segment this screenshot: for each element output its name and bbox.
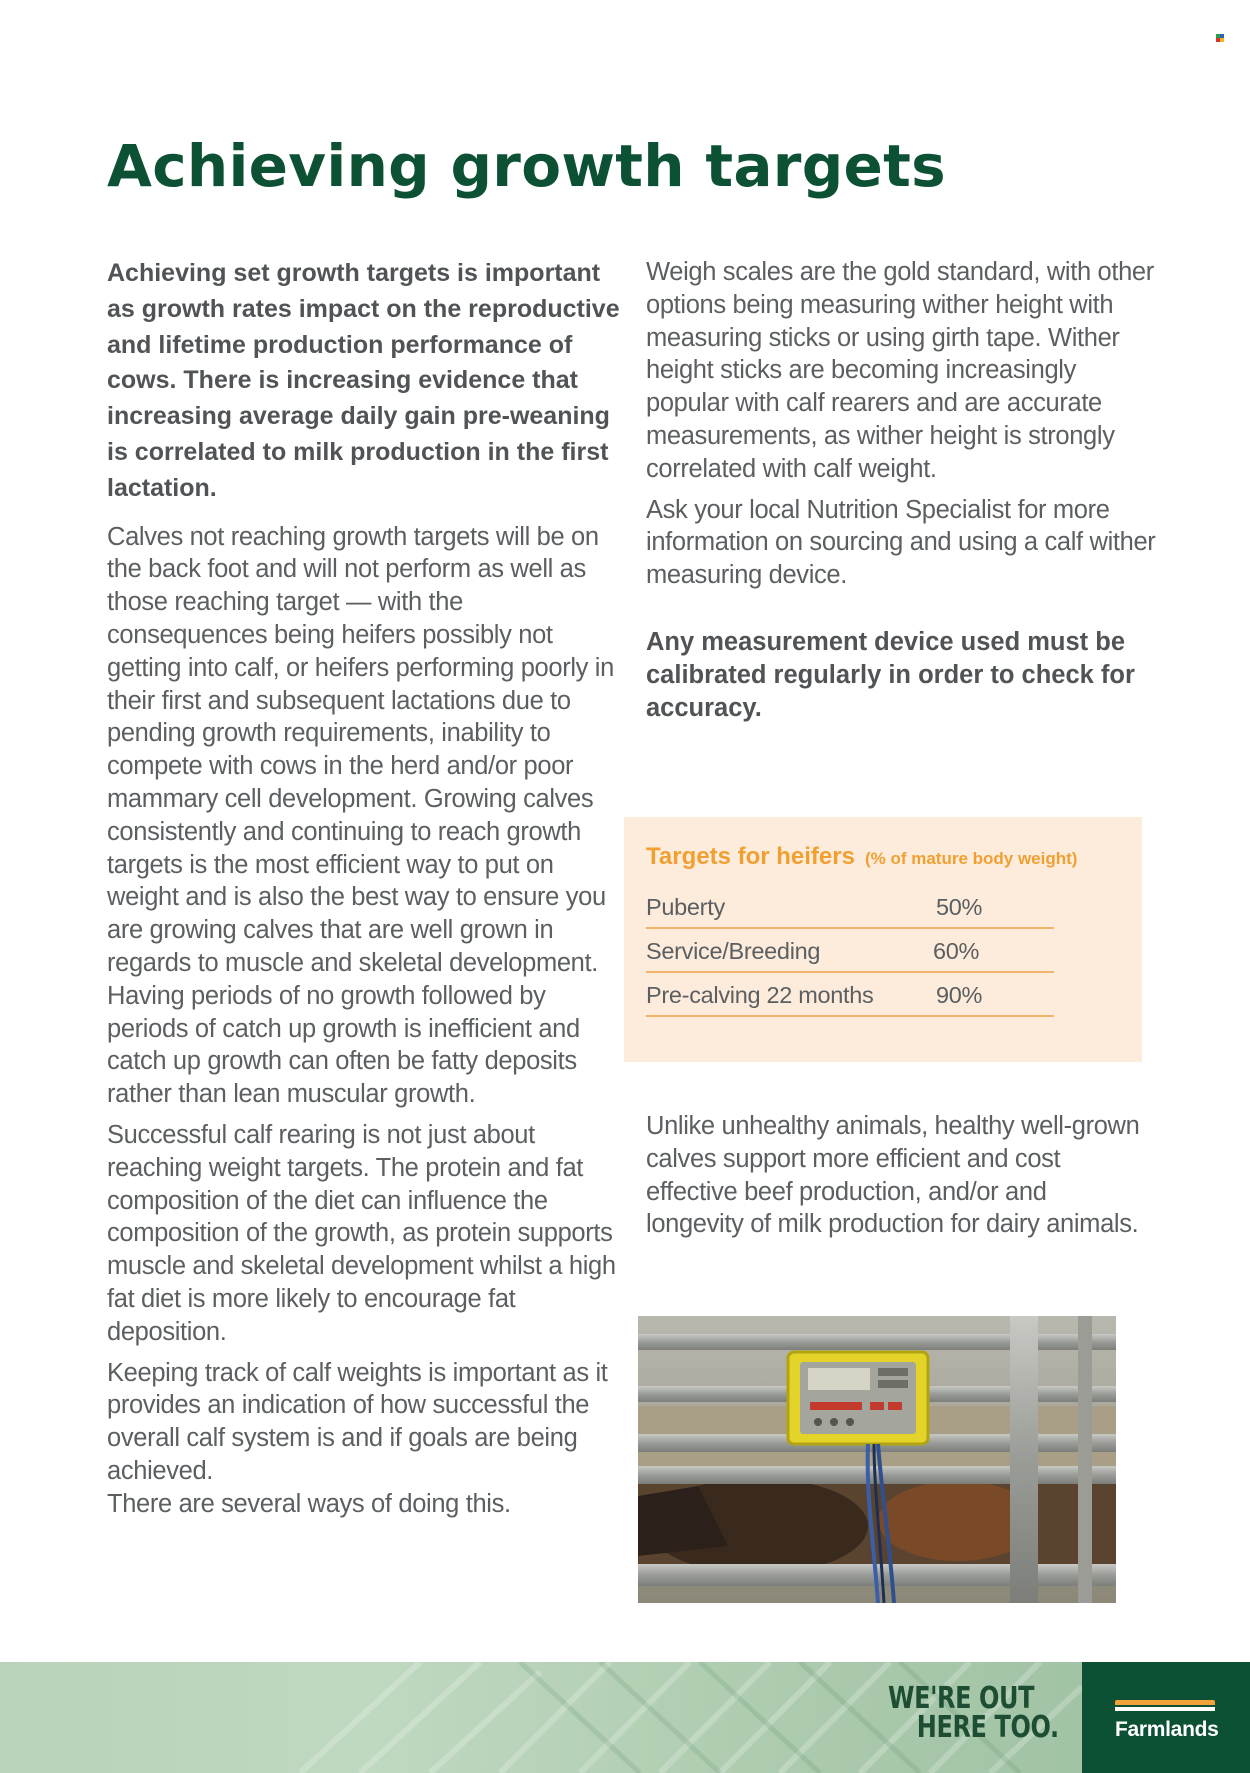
target-row-puberty <box>646 885 1054 929</box>
target-label: Puberty <box>646 894 725 920</box>
footer-tagline <box>888 1681 1059 1745</box>
target-row-pre-calving <box>646 973 1054 1017</box>
calibration-emphasis: Any measurement device used must be calibrated regularly in order to check for accuracy. <box>646 627 1135 722</box>
logo-text: Farmlands <box>1115 1718 1219 1741</box>
body-paragraph-calf-rearing: Successful calf rearing is not just about reaching weight targets. The protein and fat composition of the diet can influence the composition of the growth, as protein supports muscle and skeletal development whilst a high fat diet is more likely to encourage fat deposition. <box>107 1120 616 1346</box>
target-value: 50% <box>936 894 983 920</box>
body-paragraph-weigh-scales: Weigh scales are the gold standard, with other options being measuring wither height with measuring sticks or using girth tape. Wither height sticks are becoming increasingly popular with calf rearers and are accurate measurements, as wither height is strongly correlated with calf weight. <box>646 258 1154 483</box>
page-title: Achieving growth targets <box>107 132 946 200</box>
target-label: Service/Breeding <box>646 938 821 964</box>
body-paragraph-nutrition-specialist: Ask your local Nutrition Specialist for more information on sourcing and using a calf wither measuring device. <box>646 495 1156 590</box>
right-column <box>646 256 1161 724</box>
target-value: 60% <box>933 938 980 964</box>
target-value: 90% <box>936 982 983 1008</box>
targets-box-heading <box>646 843 1077 871</box>
weigh-scale-photo <box>638 1316 1116 1603</box>
body-paragraph-several-ways: There are several ways of doing this. <box>107 1489 511 1518</box>
weigh-scale-illustration <box>638 1316 1116 1603</box>
corner-color-mark <box>1216 34 1225 43</box>
targets-title: Targets for heifers <box>646 843 855 870</box>
logo-stripes <box>1115 1700 1215 1714</box>
body-paragraph-healthy-calves: Unlike unhealthy animals, healthy well-grown calves support more efficient and cost effective beef production, and/or and longevity of milk production for dairy animals. <box>646 1112 1140 1239</box>
tagline-line-2: HERE TOO. <box>916 1710 1059 1745</box>
targets-for-heifers-box <box>624 817 1142 1062</box>
body-paragraph-calf-weights: Keeping track of calf weights is important as it provides an indication of how successful the overall calf system is and if goals are being achieved. <box>107 1358 608 1485</box>
targets-subtitle: (% of mature body weight) <box>864 849 1078 868</box>
target-row-service-breeding <box>646 929 1054 973</box>
tagline-line-1: WE'RE OUT <box>888 1681 1035 1716</box>
target-label: Pre-calving 22 months <box>646 982 874 1008</box>
body-paragraph-growth-targets: Calves not reaching growth targets will be on the back foot and will not perform as well as those reaching target — with the consequences being heifers possibly not getting into calf, or heifers performing poorly in their first and subsequent lactations due to pending growth requirements, inability to compete with cows in the herd and/or poor mammary cell development. Growing calves consistently and continuing to reach growth targets is the most efficient way to put on weight and is also the best way to ensure you are growing calves that are well grown in regards to muscle and skeletal development. Having periods of no growth followed by periods of catch up growth is inefficient and catch up growth can often be fatty deposits rather than lean muscular growth. <box>107 522 614 1109</box>
intro-paragraph: Achieving set growth targets is important as growth rates impact on the reproductive and lifetime production performance of cows. There is increasing evidence that increasing average daily gain pre-weaning is correlated to milk production in the first lactation. <box>107 259 620 502</box>
farmlands-logo <box>1082 1662 1250 1773</box>
left-column <box>107 256 627 1520</box>
footer-band <box>0 1662 1250 1773</box>
